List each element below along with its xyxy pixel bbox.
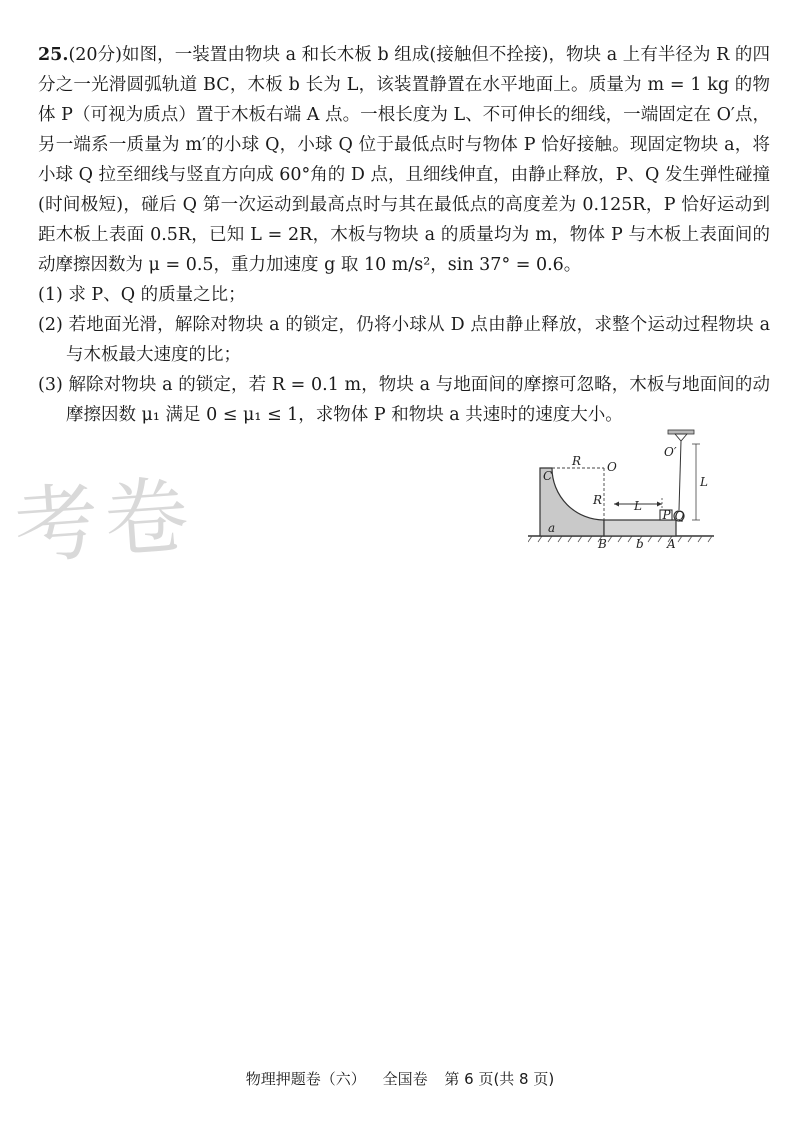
label-r-side: R <box>593 493 603 507</box>
arrow-head-left <box>614 502 619 507</box>
question-points: (20分) <box>68 45 122 65</box>
label-o: O <box>607 460 617 474</box>
label-a-block: a <box>548 521 556 535</box>
page-footer <box>0 1068 800 1089</box>
label-l-horizontal: L <box>634 499 642 513</box>
label-p: P <box>662 508 671 522</box>
question-number: 25. <box>38 45 69 65</box>
board-b <box>604 520 676 536</box>
arrow-head-right <box>657 502 662 507</box>
label-q: Q <box>674 509 685 523</box>
ceiling-mount <box>668 430 694 434</box>
footer-region: 全国卷 <box>382 1070 428 1088</box>
label-b-board: b <box>636 537 644 550</box>
apparatus-figure <box>528 428 718 550</box>
label-a-point: A <box>667 537 676 550</box>
label-r-top: R <box>572 454 582 468</box>
footer-page-number: 第 6 页(共 8 页) <box>444 1070 555 1088</box>
pivot-support <box>675 434 687 441</box>
problem-stem <box>38 40 770 280</box>
label-c: C <box>543 469 553 483</box>
sub-question-2: (2) 若地面光滑，解除对物块 a 的锁定，仍将小球从 D 点由静止释放，求整个运动过程物块 a 与木板最大速度的比； <box>38 315 770 365</box>
stem-text: 如图，一装置由物块 a 和长木板 b 组成(接触但不拴接)，物块 a 上有半径为 R 的四分之一光滑圆弧轨道 BC，木板 b 长为 L，该装置静置在水平地面上。质量为 m = 1 kg 的物体 P（可视为质点）置于木板右端 A 点。一根长度为 L、不可伸长的细线，一端固定在 O′点，另一端系一质量为 m′的小球 Q，小球 Q 位于最低点时与物体 P 恰好接触。现固定物块 a，将小球 Q 拉至细线与竖直方向成 60°角的 D 点，且细线伸直，由静止释放，P、Q 发生弹性碰撞(时间极短)，碰后 Q 第一次运动到最高点时与其在最低点的高度差为 0.125R，P 恰好运动到距木板上表面 0.5R，已知 L = 2R，木板与物块 a 的质量均为 m，物体 P 与木板上表面间的动摩擦因数为 μ = 0.5，重力加速度 g 取 10 m/s²，sin 37° = 0.6。 <box>38 45 770 275</box>
label-o-prime: O′ <box>664 445 677 459</box>
apparatus-diagram <box>528 428 718 550</box>
label-l-vertical: L <box>700 475 708 489</box>
watermark: 考卷 <box>11 465 198 577</box>
sub-question-3: (3) 解除对物块 a 的锁定，若 R = 0.1 m，物块 a 与地面间的摩擦可忽略，木板与地面间的动摩擦因数 μ₁ 满足 0 ≤ μ₁ ≤ 1，求物体 P 和物块 a 共速时的速度大小。 <box>38 375 770 425</box>
ground-hatch <box>528 536 712 542</box>
sub-question-1: (1) 求 P、Q 的质量之比； <box>38 285 246 305</box>
label-b-point: B <box>598 537 607 550</box>
footer-title: 物理押题卷（六） <box>245 1070 366 1088</box>
string <box>679 441 681 510</box>
problem-25 <box>38 40 770 430</box>
